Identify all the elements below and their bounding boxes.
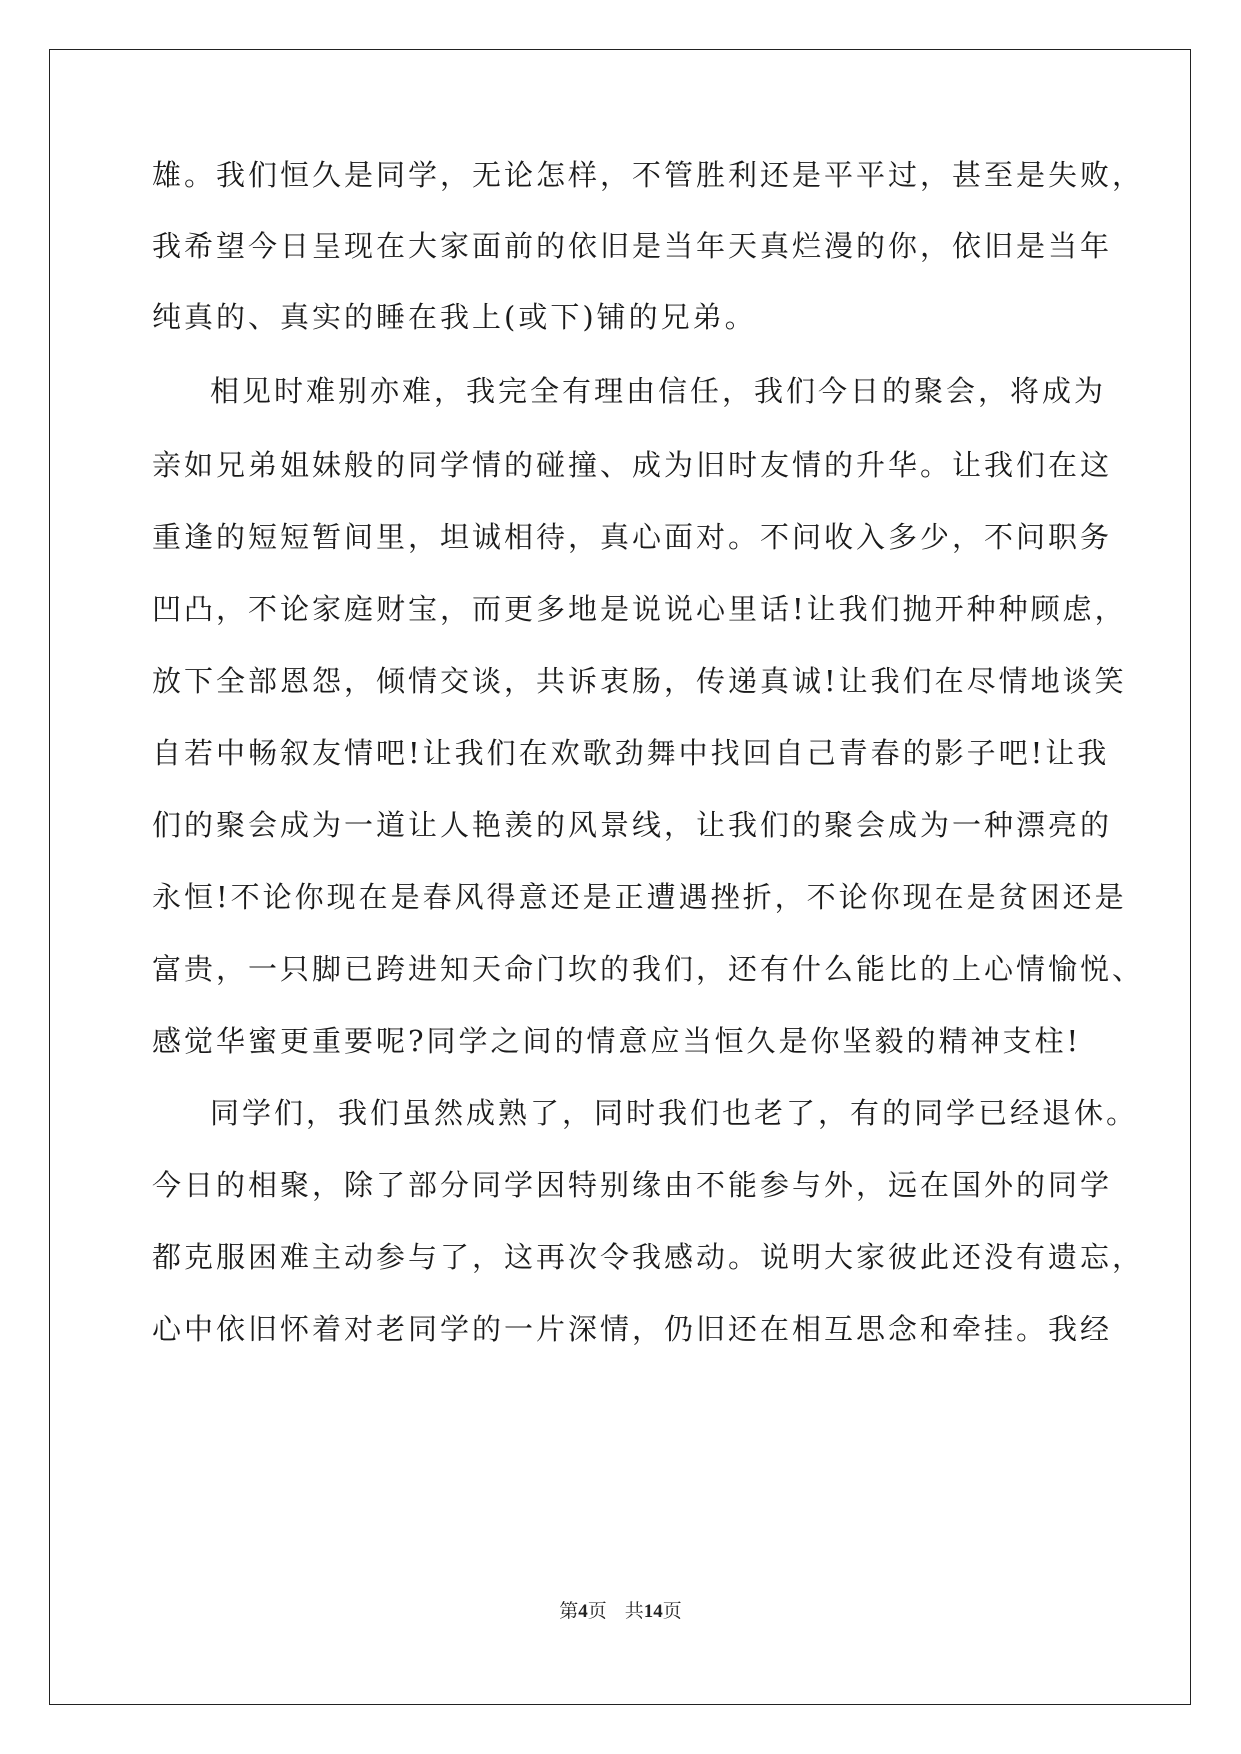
text-line: 雄。我们恒久是同学，无论怎样，不管胜利还是平平过，甚至是失败， [152, 158, 1145, 192]
footer-ye: 页 [587, 1601, 607, 1622]
text-line: 放下全部恩怨，倾情交谈，共诉衷肠，传递真诚!让我们在尽情地谈笑 [152, 664, 1127, 698]
text-line: 心中依旧怀着对老同学的一片深情，仍旧还在相互思念和牵挂。我经 [152, 1312, 1113, 1346]
text-line: 我希望今日呈现在大家面前的依旧是当年天真烂漫的你，依旧是当年 [152, 229, 1113, 263]
footer-ye-total: 页 [662, 1601, 682, 1622]
text-line: 凹凸，不论家庭财宝，而更多地是说说心里话!让我们抛开种种顾虑， [152, 592, 1127, 626]
page-footer [0, 1596, 1241, 1623]
text-line: 们的聚会成为一道让人艳羡的风景线，让我们的聚会成为一种漂亮的 [152, 808, 1113, 842]
current-page-number: 4 [578, 1601, 588, 1622]
footer-gong: 共 [624, 1601, 644, 1622]
text-line: 亲如兄弟姐妹般的同学情的碰撞、成为旧时友情的升华。让我们在这 [152, 448, 1113, 482]
text-line: 富贵，一只脚已跨进知天命门坎的我们，还有什么能比的上心情愉悦、 [152, 952, 1145, 986]
text-line: 永恒!不论你现在是春风得意还是正遭遇挫折，不论你现在是贫困还是 [152, 880, 1127, 914]
total-page-number: 14 [643, 1601, 663, 1622]
paragraph-start-line: 相见时难别亦难，我完全有理由信任，我们今日的聚会，将成为 [210, 374, 1107, 408]
paragraph-start-line: 同学们，我们虽然成熟了，同时我们也老了，有的同学已经退休。 [210, 1096, 1139, 1130]
text-line: 今日的相聚，除了部分同学因特别缘由不能参与外，远在国外的同学 [152, 1168, 1113, 1202]
text-line: 自若中畅叙友情吧!让我们在欢歌劲舞中找回自己青春的影子吧!让我 [152, 736, 1110, 770]
text-line: 重逢的短短暂间里，坦诚相待，真心面对。不问收入多少，不问职务 [152, 520, 1113, 554]
text-line: 都克服困难主动参与了，这再次令我感动。说明大家彼此还没有遗忘， [152, 1240, 1145, 1274]
footer-di: 第 [559, 1601, 579, 1622]
text-line: 纯真的、真实的睡在我上(或下)铺的兄弟。 [152, 300, 757, 334]
text-line: 感觉华蜜更重要呢?同学之间的情意应当恒久是你坚毅的精神支柱! [152, 1024, 1082, 1058]
